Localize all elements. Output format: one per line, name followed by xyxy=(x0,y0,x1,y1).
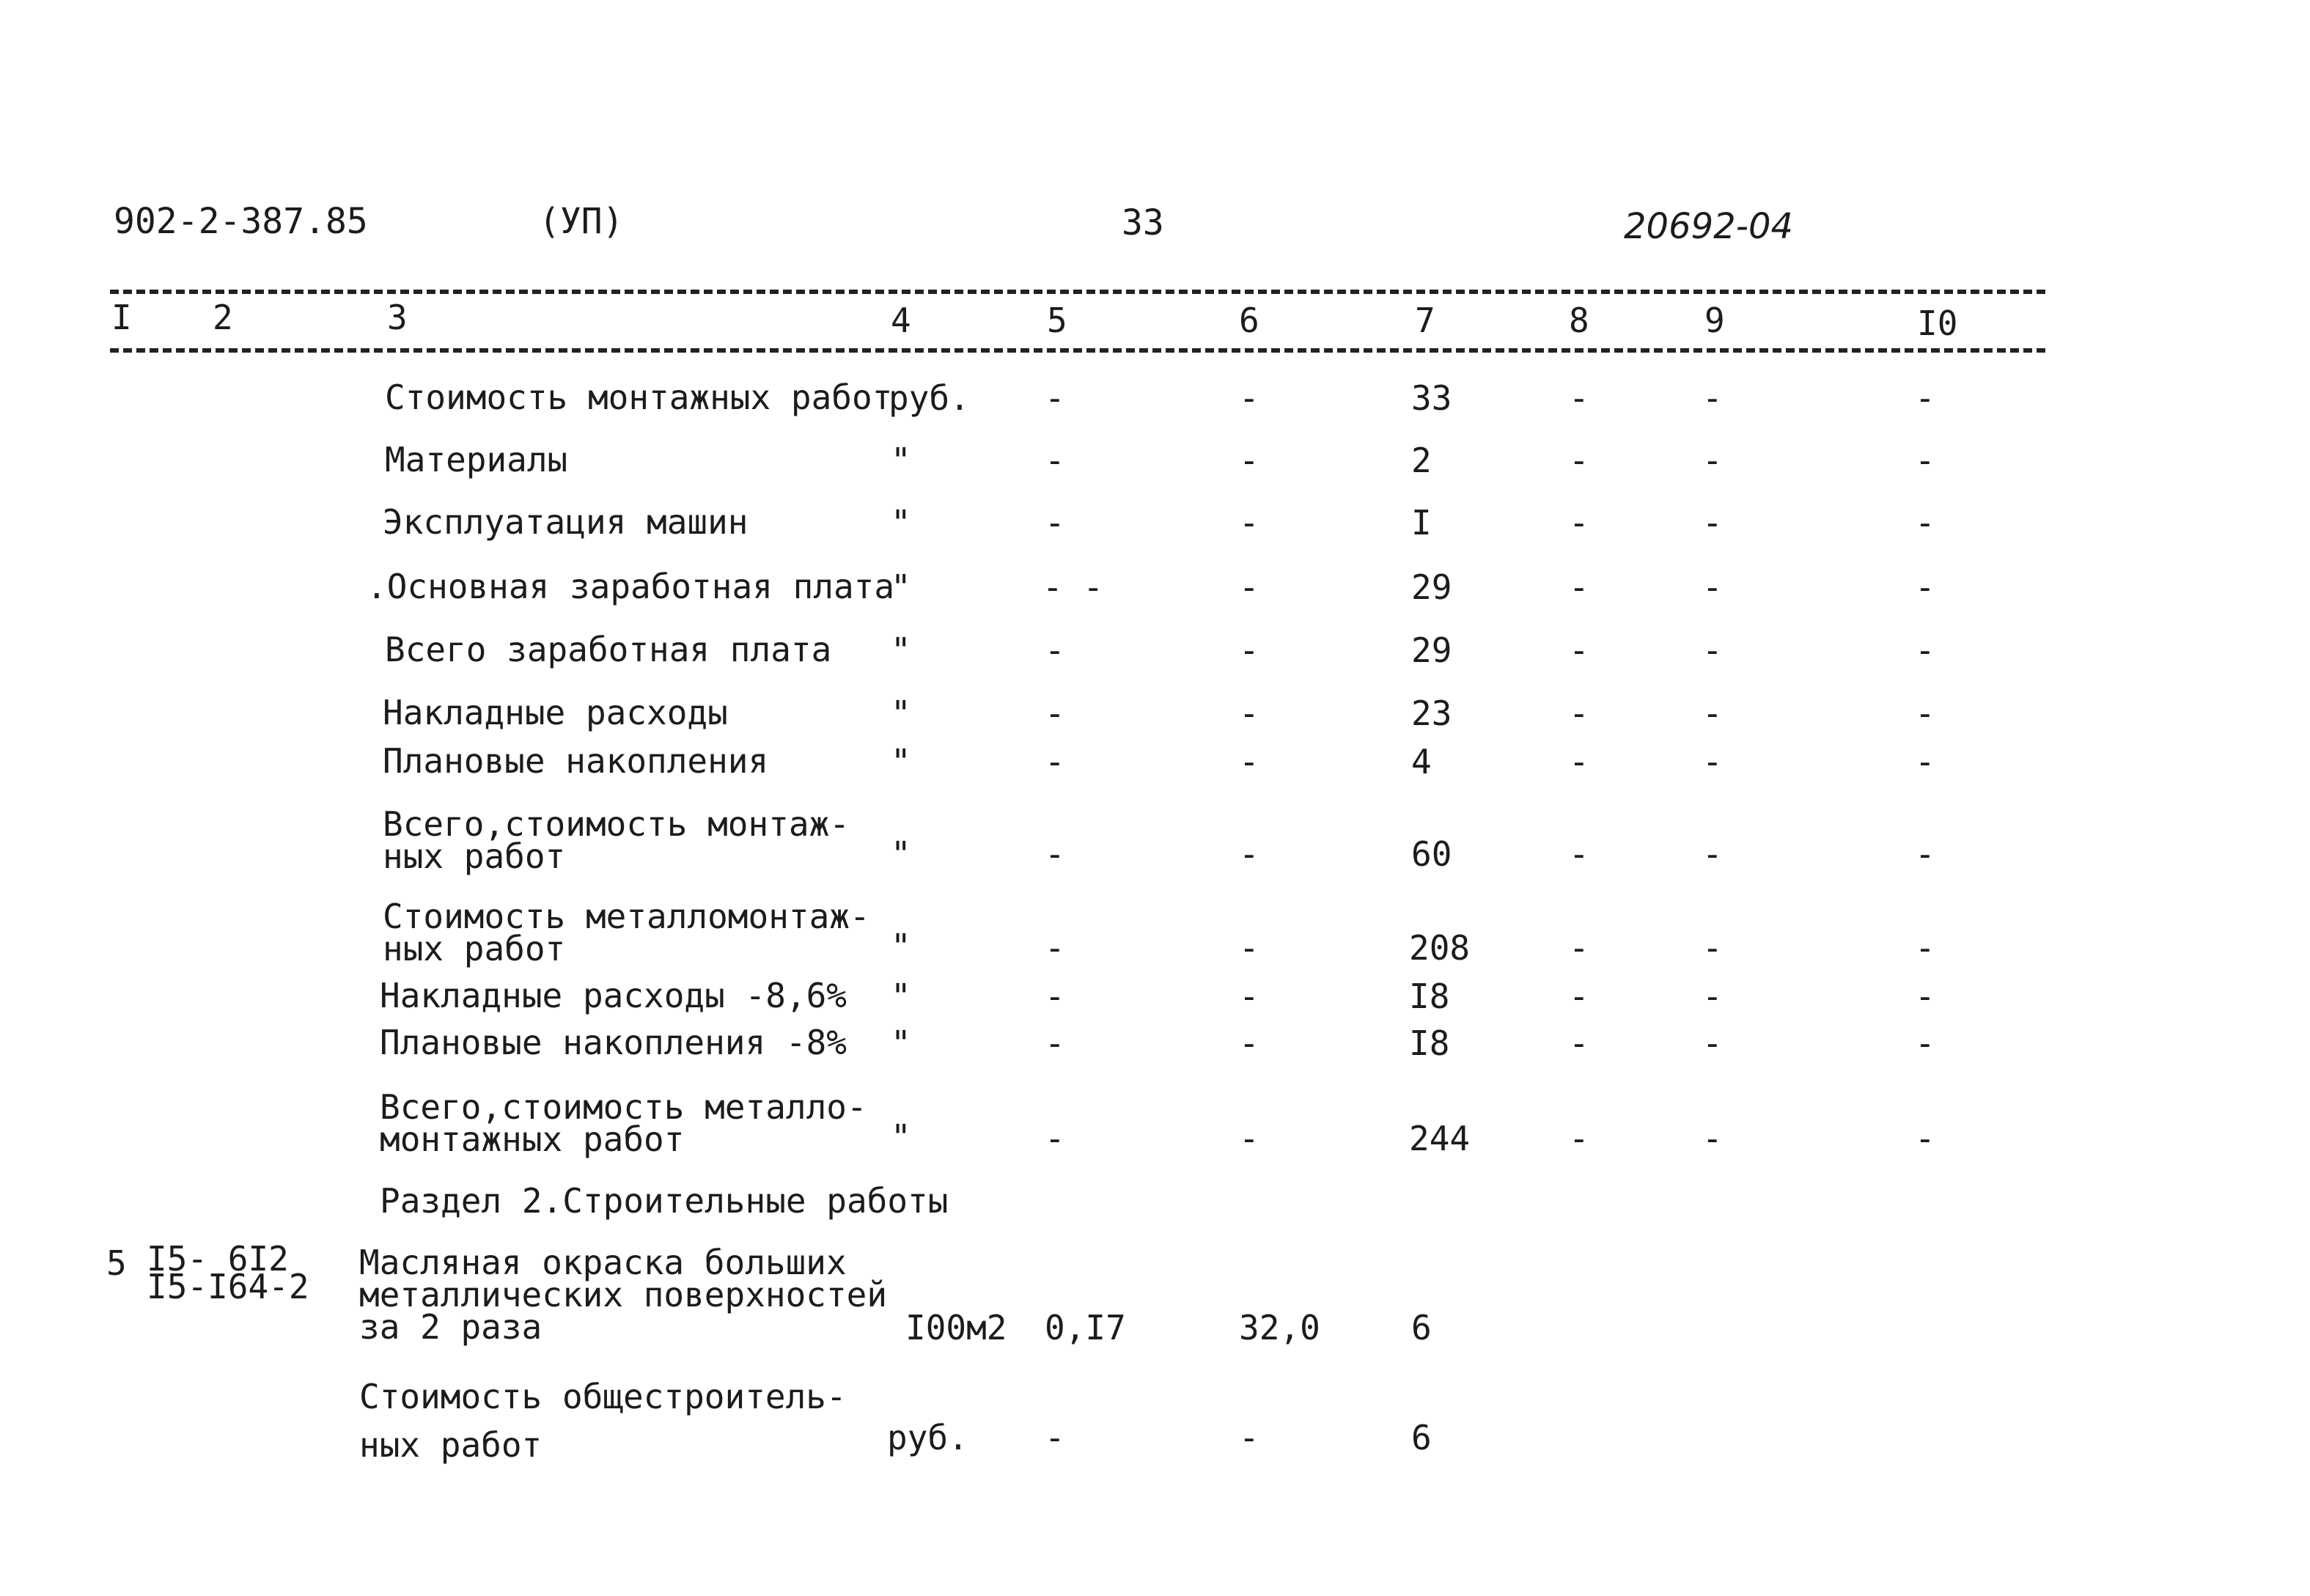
row-col9: - xyxy=(1702,441,1723,480)
row-col8: - xyxy=(1569,630,1589,670)
column-header-3: 3 xyxy=(387,298,408,337)
row-col6: - xyxy=(1239,630,1259,670)
row-unit: " xyxy=(891,567,911,607)
row-col10: - xyxy=(1915,630,1935,670)
section-heading: Раздел 2.Строительные работы xyxy=(380,1181,949,1221)
row-col8: - xyxy=(1569,834,1589,874)
row-unit: " xyxy=(891,742,911,782)
row-col6: - xyxy=(1239,977,1259,1016)
row-col7: 29 xyxy=(1411,630,1452,670)
document-mark: (УП) xyxy=(539,201,624,242)
row-col10: - xyxy=(1915,928,1935,968)
row-col6: - xyxy=(1239,742,1259,782)
row-description: Всего,стоимость монтаж- ных работ xyxy=(383,804,850,876)
row-col8: - xyxy=(1569,567,1589,607)
row-description: Эксплуатация машин xyxy=(383,502,748,542)
row-description: Стоимость общестроитель- ных работ xyxy=(359,1377,847,1465)
row-col9: - xyxy=(1702,834,1723,874)
table-row xyxy=(0,502,2310,543)
row-col5: - xyxy=(1045,834,1065,874)
row-col8: - xyxy=(1569,1023,1589,1063)
row-unit: " xyxy=(891,1023,911,1063)
row-col5: 0,I7 xyxy=(1045,1308,1126,1347)
row-col10: - xyxy=(1915,742,1935,782)
row-col5: - xyxy=(1045,378,1065,418)
row-unit: руб. xyxy=(889,378,970,418)
column-header-7: 7 xyxy=(1415,301,1435,340)
row-col6: - xyxy=(1239,503,1259,543)
table-row xyxy=(0,693,2310,733)
row-col6: - xyxy=(1239,1418,1259,1457)
row-col5: - - xyxy=(1042,567,1104,607)
row-col7: 23 xyxy=(1411,694,1452,733)
row-col6: - xyxy=(1239,1119,1259,1158)
row-col5: - xyxy=(1045,977,1065,1016)
row-description: Всего,стоимость металло- монтажных работ xyxy=(380,1087,867,1159)
row-col7: 244 xyxy=(1409,1119,1471,1158)
row-description: Всего заработная плата xyxy=(385,630,832,669)
column-header-5: 5 xyxy=(1047,301,1067,340)
row-unit: руб. xyxy=(887,1418,968,1457)
row-col7: I8 xyxy=(1409,977,1450,1016)
table-row xyxy=(0,804,2310,876)
table-row xyxy=(0,378,2310,418)
row-unit: " xyxy=(891,1117,911,1157)
row-col8: - xyxy=(1569,441,1589,480)
table-row xyxy=(0,1239,2310,1347)
row-col9: - xyxy=(1702,694,1723,733)
row-col6: - xyxy=(1239,1023,1259,1063)
row-col5: - xyxy=(1045,503,1065,543)
column-header-10: I0 xyxy=(1917,304,1958,343)
table-row xyxy=(0,1372,2310,1465)
column-header-4: 4 xyxy=(891,301,911,340)
row-col9: - xyxy=(1702,742,1723,782)
row-col9: - xyxy=(1702,503,1723,543)
row-col10: - xyxy=(1915,567,1935,607)
row-col5: - xyxy=(1045,1023,1065,1063)
table-row xyxy=(0,567,2310,607)
row-col10: - xyxy=(1915,378,1935,418)
row-col5: - xyxy=(1045,928,1065,968)
row-unit: " xyxy=(891,927,911,966)
row-col8: - xyxy=(1569,694,1589,733)
document-number: 20692-04 xyxy=(1624,206,1794,247)
row-col7: 2 xyxy=(1411,441,1432,480)
row-description: Материалы xyxy=(385,440,568,479)
table-top-rule xyxy=(110,290,2045,294)
row-col9: - xyxy=(1702,630,1723,670)
row-description: Плановые накопления xyxy=(383,741,769,781)
row-description: Стоимость монтажных работ xyxy=(385,378,893,417)
row-col5: - xyxy=(1045,694,1065,733)
row-col5: - xyxy=(1045,742,1065,782)
row-unit: " xyxy=(891,834,911,874)
row-col8: - xyxy=(1569,928,1589,968)
row-col5: - xyxy=(1045,1119,1065,1158)
row-unit: " xyxy=(891,630,911,670)
table-row xyxy=(0,1087,2310,1159)
row-col8: - xyxy=(1569,503,1589,543)
row-col9: - xyxy=(1702,1119,1723,1158)
row-col9: - xyxy=(1702,1023,1723,1063)
row-col10: - xyxy=(1915,694,1935,733)
page-number: 33 xyxy=(1122,202,1164,243)
row-description: Масляная окраска больших металлических поверхностей за 2 раза xyxy=(359,1243,888,1347)
row-col6: - xyxy=(1239,441,1259,480)
row-col6: - xyxy=(1239,834,1259,874)
row-col8: - xyxy=(1569,1119,1589,1158)
row-col5: - xyxy=(1045,1418,1065,1457)
row-col10: - xyxy=(1915,503,1935,543)
table-row xyxy=(0,976,2310,1016)
row-description: Накладные расходы xyxy=(383,693,728,732)
row-col7: I xyxy=(1411,503,1432,543)
column-header-6: 6 xyxy=(1239,301,1259,340)
row-unit: " xyxy=(891,503,911,543)
row-col7: 33 xyxy=(1411,378,1452,418)
row-col7: 29 xyxy=(1411,567,1452,607)
row-description: Накладные расходы -8,6% xyxy=(380,976,847,1015)
row-description: Плановые накопления -8% xyxy=(380,1023,847,1062)
table-header-rule xyxy=(110,348,2045,353)
row-unit: " xyxy=(891,441,911,480)
row-code: I5- 6I2 I5-I64-2 xyxy=(147,1239,309,1306)
row-col10: - xyxy=(1915,441,1935,480)
row-col7: 60 xyxy=(1411,834,1452,874)
table-row xyxy=(0,741,2310,782)
row-col9: - xyxy=(1702,977,1723,1016)
row-col5: - xyxy=(1045,441,1065,480)
table-row xyxy=(0,1023,2310,1063)
column-header-2: 2 xyxy=(213,298,233,337)
row-col6: 32,0 xyxy=(1239,1308,1320,1347)
row-col6: - xyxy=(1239,378,1259,418)
document-code: 902-2-387.85 xyxy=(114,201,368,242)
row-col6: - xyxy=(1239,694,1259,733)
row-col10: - xyxy=(1915,834,1935,874)
table-row xyxy=(0,897,2310,968)
row-unit: " xyxy=(891,694,911,733)
column-header-1: I xyxy=(111,298,132,337)
row-col7: 6 xyxy=(1411,1308,1432,1347)
row-col7: 4 xyxy=(1411,742,1432,782)
row-col9: - xyxy=(1702,378,1723,418)
row-col7: 208 xyxy=(1409,928,1471,968)
row-col10: - xyxy=(1915,1023,1935,1063)
row-description: .Основная заработная плата xyxy=(367,567,895,606)
row-number: 5 xyxy=(106,1243,127,1283)
row-col5: - xyxy=(1045,630,1065,670)
row-col10: - xyxy=(1915,1119,1935,1158)
row-col7: 6 xyxy=(1411,1418,1432,1457)
row-col8: - xyxy=(1569,378,1589,418)
row-col8: - xyxy=(1569,742,1589,782)
row-col6: - xyxy=(1239,567,1259,607)
table-row xyxy=(0,630,2310,670)
row-unit: " xyxy=(891,977,911,1016)
column-header-8: 8 xyxy=(1569,301,1589,340)
row-col9: - xyxy=(1702,567,1723,607)
row-col9: - xyxy=(1702,928,1723,968)
column-header-9: 9 xyxy=(1704,301,1725,340)
row-col10: - xyxy=(1915,977,1935,1016)
row-col8: - xyxy=(1569,977,1589,1016)
row-unit: I00м2 xyxy=(905,1308,1007,1347)
row-col7: I8 xyxy=(1409,1023,1450,1063)
row-col6: - xyxy=(1239,928,1259,968)
row-description: Стоимость металломонтаж- ных работ xyxy=(383,897,870,968)
